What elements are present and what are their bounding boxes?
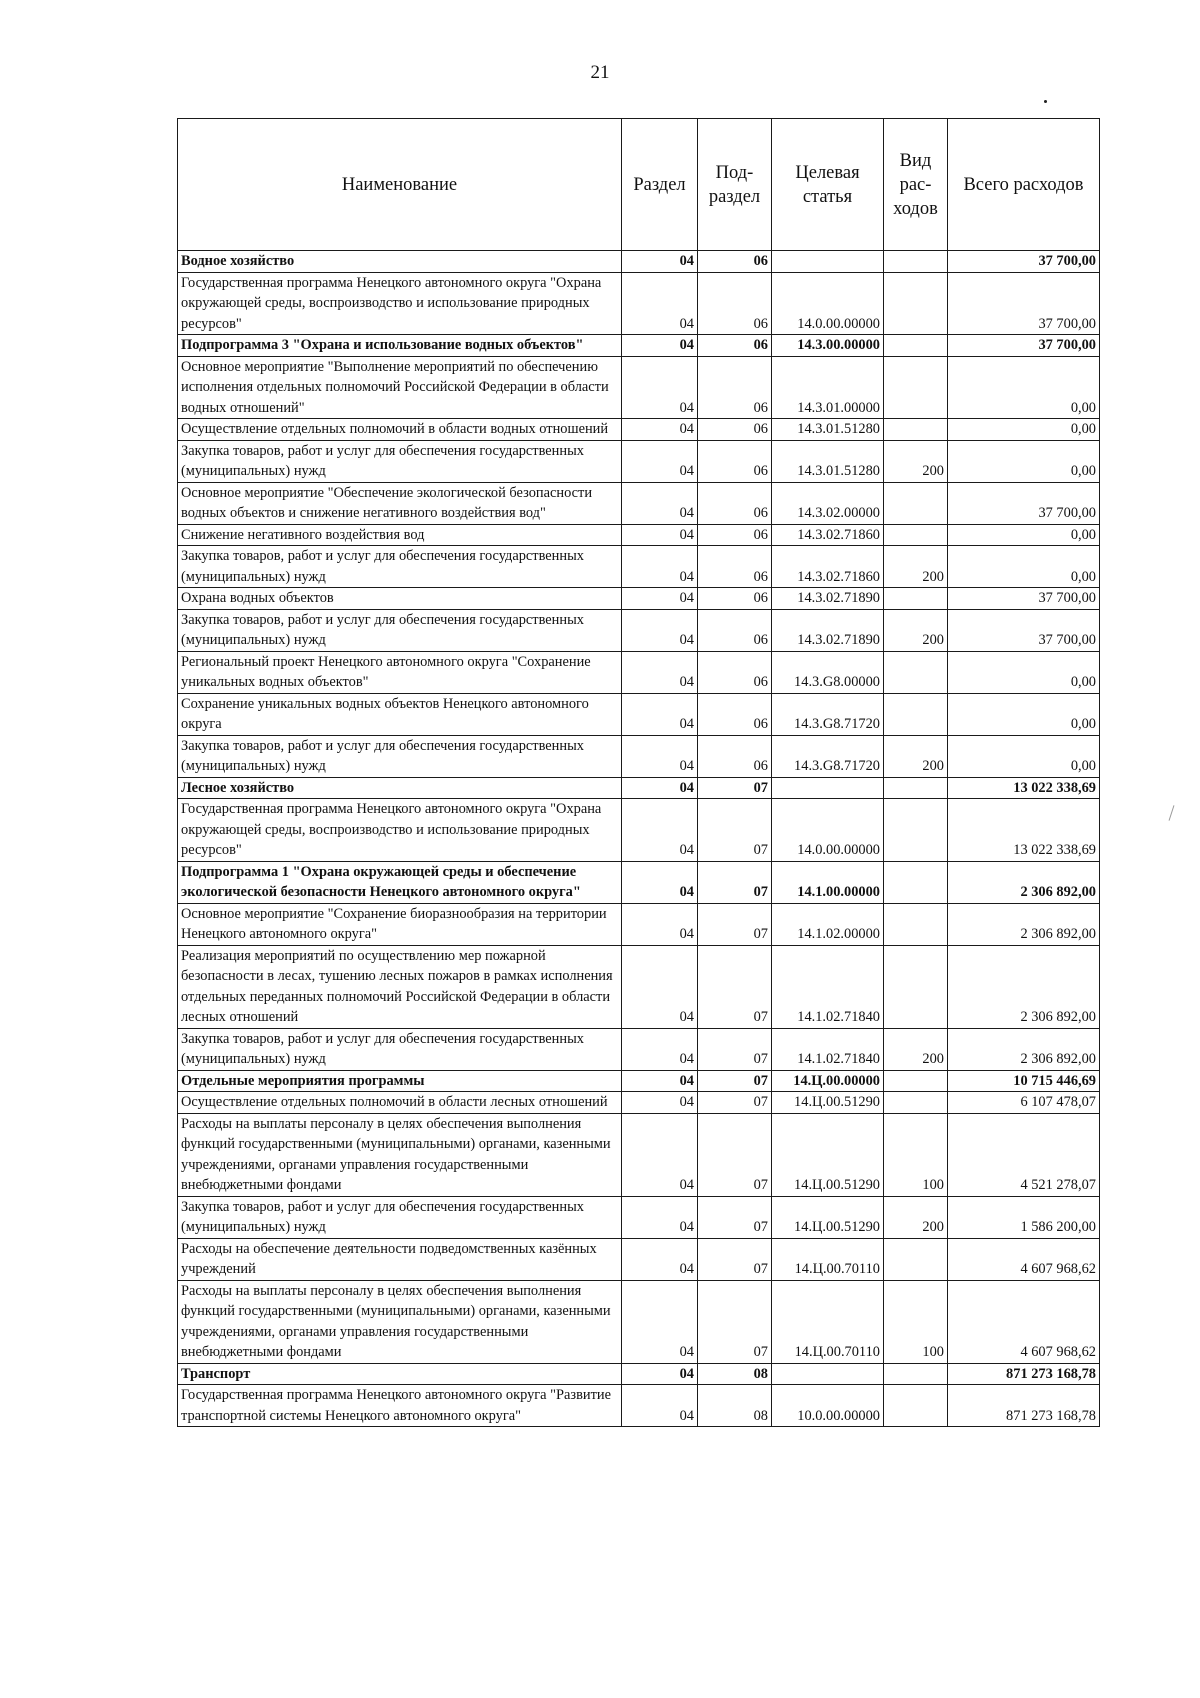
cell-total: 871 273 168,78: [948, 1363, 1100, 1385]
table-row: [178, 735, 1100, 777]
cell-name: Государственная программа Ненецкого автономного округа "Охрана окружающей среды, воспроизводство и использование природных ресурсов": [178, 799, 622, 862]
cell-expense-type: [884, 524, 948, 546]
stray-dot: [1044, 100, 1047, 103]
table-row: [178, 693, 1100, 735]
header-name: Наименование: [178, 119, 622, 251]
cell-expense-type: [884, 1238, 948, 1280]
cell-subsection: 06: [698, 251, 772, 273]
cell-subsection: 06: [698, 419, 772, 441]
cell-total: 2 306 892,00: [948, 903, 1100, 945]
cell-total: 37 700,00: [948, 335, 1100, 357]
cell-subsection: 07: [698, 861, 772, 903]
cell-expense-type: [884, 482, 948, 524]
cell-expense-type: [884, 945, 948, 1028]
header-target: Целевая статья: [772, 119, 884, 251]
cell-subsection: 06: [698, 609, 772, 651]
cell-section: 04: [622, 1363, 698, 1385]
cell-section: 04: [622, 903, 698, 945]
cell-target: 14.Ц.00.70110: [772, 1280, 884, 1363]
cell-subsection: 07: [698, 777, 772, 799]
cell-subsection: 06: [698, 693, 772, 735]
cell-subsection: 06: [698, 440, 772, 482]
cell-subsection: 07: [698, 903, 772, 945]
cell-name: Основное мероприятие "Выполнение мероприятий по обеспечению исполнения отдельных полномочий Российской Федерации в области водных отношений": [178, 356, 622, 419]
cell-name: Сохранение уникальных водных объектов Ненецкого автономного округа: [178, 693, 622, 735]
table-row: [178, 1070, 1100, 1092]
cell-subsection: 07: [698, 1280, 772, 1363]
cell-expense-type: [884, 1092, 948, 1114]
cell-subsection: 07: [698, 1196, 772, 1238]
cell-name: Государственная программа Ненецкого автономного округа "Охрана окружающей среды, воспроизводство и использование природных ресурсов": [178, 272, 622, 335]
cell-total: 37 700,00: [948, 272, 1100, 335]
cell-name: Осуществление отдельных полномочий в области лесных отношений: [178, 1092, 622, 1114]
cell-section: 04: [622, 861, 698, 903]
table-row: [178, 1280, 1100, 1363]
cell-target: 14.1.02.00000: [772, 903, 884, 945]
cell-name: Реализация мероприятий по осуществлению мер пожарной безопасности в лесах, тушению лесных пожаров в рамках исполнения отдельных переданных полномочий Российской Федерации в области лесных отношений: [178, 945, 622, 1028]
cell-expense-type: 200: [884, 1028, 948, 1070]
cell-total: 10 715 446,69: [948, 1070, 1100, 1092]
cell-target: [772, 1363, 884, 1385]
cell-subsection: 07: [698, 1070, 772, 1092]
cell-target: 14.Ц.00.51290: [772, 1092, 884, 1114]
cell-section: 04: [622, 777, 698, 799]
cell-section: 04: [622, 335, 698, 357]
table-header-row: [178, 119, 1100, 251]
table-row: [178, 440, 1100, 482]
table-row: [178, 1196, 1100, 1238]
cell-target: 14.3.02.71890: [772, 609, 884, 651]
cell-section: 04: [622, 1280, 698, 1363]
cell-target: 14.3.01.00000: [772, 356, 884, 419]
cell-target: 14.3.01.51280: [772, 419, 884, 441]
cell-total: 871 273 168,78: [948, 1385, 1100, 1427]
cell-expense-type: [884, 1385, 948, 1427]
cell-section: 04: [622, 1196, 698, 1238]
cell-target: 14.1.02.71840: [772, 1028, 884, 1070]
cell-subsection: 07: [698, 1028, 772, 1070]
table-row: [178, 609, 1100, 651]
cell-section: 04: [622, 440, 698, 482]
cell-expense-type: 200: [884, 440, 948, 482]
cell-expense-type: [884, 903, 948, 945]
header-expense-type: Вид рас- ходов: [884, 119, 948, 251]
cell-section: 04: [622, 588, 698, 610]
cell-total: 4 521 278,07: [948, 1113, 1100, 1196]
table-row: [178, 272, 1100, 335]
cell-total: 4 607 968,62: [948, 1238, 1100, 1280]
cell-target: 14.3.G8.71720: [772, 735, 884, 777]
cell-subsection: 08: [698, 1385, 772, 1427]
cell-expense-type: [884, 693, 948, 735]
cell-name: Водное хозяйство: [178, 251, 622, 273]
cell-name: Региональный проект Ненецкого автономного округа "Сохранение уникальных водных объектов": [178, 651, 622, 693]
cell-subsection: 07: [698, 945, 772, 1028]
cell-expense-type: 200: [884, 735, 948, 777]
cell-target: 14.Ц.00.51290: [772, 1196, 884, 1238]
cell-expense-type: [884, 651, 948, 693]
cell-target: 14.3.02.71860: [772, 546, 884, 588]
cell-target: 14.0.00.00000: [772, 799, 884, 862]
table-row: [178, 524, 1100, 546]
cell-name: Транспорт: [178, 1363, 622, 1385]
cell-total: 13 022 338,69: [948, 799, 1100, 862]
cell-subsection: 07: [698, 1238, 772, 1280]
cell-total: 13 022 338,69: [948, 777, 1100, 799]
cell-target: 14.1.00.00000: [772, 861, 884, 903]
table-row: [178, 1385, 1100, 1427]
table-row: [178, 1238, 1100, 1280]
cell-subsection: 06: [698, 588, 772, 610]
cell-target: 14.1.02.71840: [772, 945, 884, 1028]
table-row: [178, 482, 1100, 524]
table-body: [178, 251, 1100, 1427]
cell-name: Подпрограмма 1 "Охрана окружающей среды и обеспечение экологической безопасности Ненецкого автономного округа": [178, 861, 622, 903]
cell-total: 6 107 478,07: [948, 1092, 1100, 1114]
cell-subsection: 06: [698, 546, 772, 588]
cell-name: Закупка товаров, работ и услуг для обеспечения государственных (муниципальных) нужд: [178, 440, 622, 482]
table-row: [178, 651, 1100, 693]
table-row: [178, 903, 1100, 945]
cell-total: 4 607 968,62: [948, 1280, 1100, 1363]
cell-subsection: 06: [698, 335, 772, 357]
cell-expense-type: [884, 799, 948, 862]
cell-target: 14.3.00.00000: [772, 335, 884, 357]
cell-total: 2 306 892,00: [948, 861, 1100, 903]
cell-section: 04: [622, 609, 698, 651]
cell-subsection: 08: [698, 1363, 772, 1385]
cell-expense-type: 200: [884, 1196, 948, 1238]
cell-section: 04: [622, 651, 698, 693]
cell-total: 37 700,00: [948, 588, 1100, 610]
cell-expense-type: [884, 356, 948, 419]
cell-section: 04: [622, 524, 698, 546]
table-row: [178, 799, 1100, 862]
cell-target: 14.0.00.00000: [772, 272, 884, 335]
cell-section: 04: [622, 1238, 698, 1280]
cell-subsection: 06: [698, 524, 772, 546]
header-total: Всего расходов: [948, 119, 1100, 251]
table-row: [178, 777, 1100, 799]
cell-expense-type: [884, 1070, 948, 1092]
cell-expense-type: 100: [884, 1280, 948, 1363]
cell-section: 04: [622, 799, 698, 862]
cell-total: 2 306 892,00: [948, 945, 1100, 1028]
cell-name: Государственная программа Ненецкого автономного округа "Развитие транспортной системы Ненецкого автономного округа": [178, 1385, 622, 1427]
cell-name: Охрана водных объектов: [178, 588, 622, 610]
cell-name: Основное мероприятие "Обеспечение экологической безопасности водных объектов и снижение негативного воздействия вод": [178, 482, 622, 524]
cell-total: 0,00: [948, 440, 1100, 482]
cell-total: 0,00: [948, 651, 1100, 693]
cell-total: 37 700,00: [948, 482, 1100, 524]
cell-name: Закупка товаров, работ и услуг для обеспечения государственных (муниципальных) нужд: [178, 1196, 622, 1238]
cell-name: Расходы на выплаты персоналу в целях обеспечения выполнения функций государственными (муниципальными) органами, казенными учреждениями, органами управления государственными внебюджетными фондами: [178, 1280, 622, 1363]
cell-subsection: 06: [698, 735, 772, 777]
cell-target: 14.Ц.00.51290: [772, 1113, 884, 1196]
cell-target: [772, 777, 884, 799]
cell-expense-type: [884, 1363, 948, 1385]
cell-subsection: 06: [698, 651, 772, 693]
cell-total: 0,00: [948, 419, 1100, 441]
cell-target: 14.3.02.71890: [772, 588, 884, 610]
cell-section: 04: [622, 546, 698, 588]
cell-section: 04: [622, 272, 698, 335]
cell-total: 2 306 892,00: [948, 1028, 1100, 1070]
cell-expense-type: [884, 861, 948, 903]
cell-name: Осуществление отдельных полномочий в области водных отношений: [178, 419, 622, 441]
cell-expense-type: [884, 272, 948, 335]
cell-section: 04: [622, 482, 698, 524]
cell-total: 0,00: [948, 735, 1100, 777]
cell-target: 14.3.01.51280: [772, 440, 884, 482]
cell-target: 14.3.G8.00000: [772, 651, 884, 693]
cell-subsection: 07: [698, 1113, 772, 1196]
table-row: [178, 588, 1100, 610]
cell-expense-type: 200: [884, 546, 948, 588]
cell-target: [772, 251, 884, 273]
cell-subsection: 07: [698, 1092, 772, 1114]
cell-total: 0,00: [948, 546, 1100, 588]
cell-target: 10.0.00.00000: [772, 1385, 884, 1427]
cell-section: 04: [622, 419, 698, 441]
cell-name: Закупка товаров, работ и услуг для обеспечения государственных (муниципальных) нужд: [178, 735, 622, 777]
cell-expense-type: [884, 251, 948, 273]
header-section: Раздел: [622, 119, 698, 251]
cell-section: 04: [622, 693, 698, 735]
table-row: [178, 1113, 1100, 1196]
cell-section: 04: [622, 356, 698, 419]
cell-name: Отдельные мероприятия программы: [178, 1070, 622, 1092]
cell-expense-type: [884, 777, 948, 799]
cell-expense-type: [884, 419, 948, 441]
cell-subsection: 07: [698, 799, 772, 862]
cell-total: 0,00: [948, 693, 1100, 735]
table-row: [178, 945, 1100, 1028]
table-row: [178, 419, 1100, 441]
cell-expense-type: [884, 335, 948, 357]
cell-name: Лесное хозяйство: [178, 777, 622, 799]
cell-name: Расходы на выплаты персоналу в целях обеспечения выполнения функций государственными (муниципальными) органами, казенными учреждениями, органами управления государственными внебюджетными фондами: [178, 1113, 622, 1196]
cell-total: 0,00: [948, 356, 1100, 419]
table-row: [178, 335, 1100, 357]
cell-section: 04: [622, 735, 698, 777]
cell-section: 04: [622, 1028, 698, 1070]
cell-section: 04: [622, 945, 698, 1028]
stray-mark: [1169, 805, 1175, 821]
cell-section: 04: [622, 1092, 698, 1114]
table-row: [178, 1092, 1100, 1114]
cell-name: Расходы на обеспечение деятельности подведомственных казённых учреждений: [178, 1238, 622, 1280]
cell-section: 04: [622, 1385, 698, 1427]
cell-target: 14.Ц.00.00000: [772, 1070, 884, 1092]
table-row: [178, 1028, 1100, 1070]
cell-expense-type: 100: [884, 1113, 948, 1196]
budget-table: [177, 118, 1100, 1427]
cell-name: Закупка товаров, работ и услуг для обеспечения государственных (муниципальных) нужд: [178, 609, 622, 651]
cell-name: Снижение негативного воздействия вод: [178, 524, 622, 546]
cell-total: 37 700,00: [948, 609, 1100, 651]
cell-name: Подпрограмма 3 "Охрана и использование водных объектов": [178, 335, 622, 357]
cell-expense-type: 200: [884, 609, 948, 651]
table-row: [178, 861, 1100, 903]
cell-subsection: 06: [698, 356, 772, 419]
cell-section: 04: [622, 1070, 698, 1092]
cell-subsection: 06: [698, 482, 772, 524]
cell-expense-type: [884, 588, 948, 610]
cell-total: 0,00: [948, 524, 1100, 546]
cell-total: 1 586 200,00: [948, 1196, 1100, 1238]
cell-target: 14.3.G8.71720: [772, 693, 884, 735]
header-subsection: Под- раздел: [698, 119, 772, 251]
cell-target: 14.Ц.00.70110: [772, 1238, 884, 1280]
cell-section: 04: [622, 1113, 698, 1196]
table-row: [178, 251, 1100, 273]
table-row: [178, 1363, 1100, 1385]
cell-name: Закупка товаров, работ и услуг для обеспечения государственных (муниципальных) нужд: [178, 1028, 622, 1070]
table-row: [178, 546, 1100, 588]
cell-target: 14.3.02.00000: [772, 482, 884, 524]
cell-total: 37 700,00: [948, 251, 1100, 273]
page-number: 21: [590, 62, 610, 83]
cell-section: 04: [622, 251, 698, 273]
table-row: [178, 356, 1100, 419]
cell-subsection: 06: [698, 272, 772, 335]
cell-name: Основное мероприятие "Сохранение биоразнообразия на территории Ненецкого автономного округа": [178, 903, 622, 945]
cell-name: Закупка товаров, работ и услуг для обеспечения государственных (муниципальных) нужд: [178, 546, 622, 588]
cell-target: 14.3.02.71860: [772, 524, 884, 546]
